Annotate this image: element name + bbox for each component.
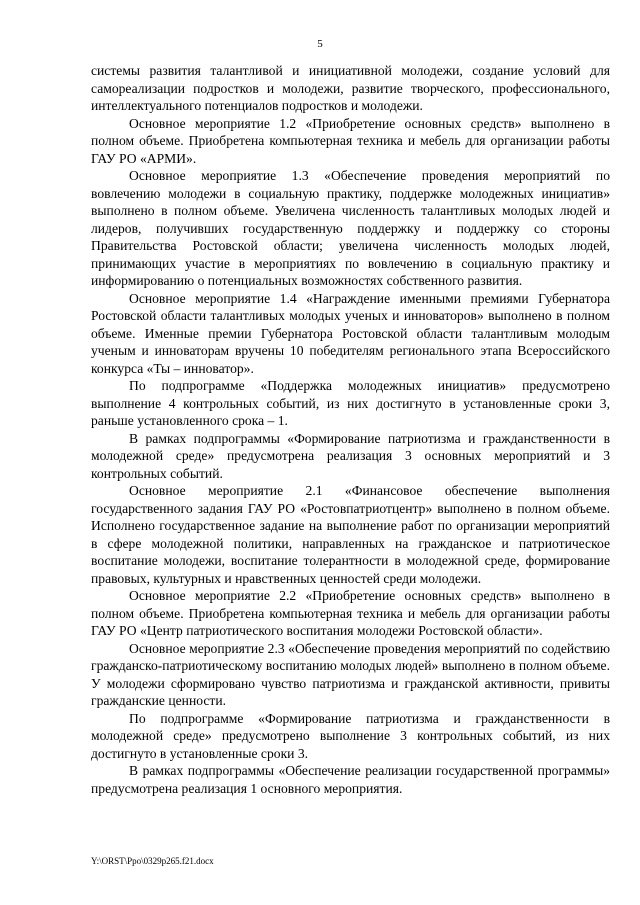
paragraph-subprogram-2-summary: По подпрограмме «Формирование патриотизма и гражданственности в молодежной среде» предусмотрено выполнение 3 контрольных событий, из них достигнуто в установленные сроки 3. xyxy=(91,710,610,761)
paragraph-event-1-3: Основное мероприятие 1.3 «Обеспечение проведения мероприятий по вовлечению молодежи в социальную практику, поддержке молодежных инициатив» выполнено в полном объеме. Увеличена численность талантливых молодых людей и лидеров, получивших государственную поддержку и поддержку со стороны Правительства Ростовской области; увеличена численность молодых людей, принимающих участие в мероприятиях по вовлечению в социальную практику и информированию о потенциальных возможностях собственного развития. xyxy=(91,168,610,288)
paragraph-event-1-2: Основное мероприятие 1.2 «Приобретение основных средств» выполнено в полном объеме. Приобретена компьютерная техника и мебель для организации работы ГАУ РО «АРМИ». xyxy=(91,115,610,166)
document-body xyxy=(91,62,610,797)
paragraph-subprogram-2-intro: В рамках подпрограммы «Формирование патриотизма и гражданственности в молодежной среде» предусмотрена реализация 3 основных мероприятий и 3 контрольных событий. xyxy=(91,430,610,481)
paragraph-event-1-4: Основное мероприятие 1.4 «Награждение именными премиями Губернатора Ростовской области талантливых молодых ученых и инноваторов» выполнено в полном объеме. Именные премии Губернатора Ростовской области талантливым молодым ученым и инноваторам вручены 10 победителям регионального этапа Всероссийского конкурса «Ты – инноватор». xyxy=(91,290,610,376)
paragraph-subprogram-1-summary: По подпрограмме «Поддержка молодежных инициатив» предусмотрено выполнение 4 контрольных событий, из них достигнуто в установленные сроки 3, раньше установленного срока – 1. xyxy=(91,378,610,428)
paragraph-continuation: системы развития талантливой и инициативной молодежи, создание условий для самореализации подростков и молодежи, развитие творческого, профессионального, интеллектуального потенциалов подростков и молодежи. xyxy=(91,63,610,113)
paragraph-subprogram-3-intro: В рамках подпрограммы «Обеспечение реализации государственной программы» предусмотрена реализация 1 основного мероприятия. xyxy=(91,763,610,796)
file-path-footer: Y:\ORST\Ppo\0329p265.f21.docx xyxy=(91,856,214,866)
paragraph-event-2-1: Основное мероприятие 2.1 «Финансовое обеспечение выполнения государственного задания ГАУ РО «Ростовпатриотцентр» выполнено в полном объеме. Исполнено государственное задание на выполнение работ по организации мероприятий в сфере молодежной политики, направленных на гражданское и патриотическое воспитание молодежи, воспитание толерантности в молодежной среде, формирование правовых, культурных и нравственных ценностей среди молодежи. xyxy=(91,483,610,586)
paragraph-event-2-3: Основное мероприятие 2.3 «Обеспечение проведения мероприятий по содействию гражданско-патриотическому воспитанию молодых людей» выполнено в полном объеме. У молодежи сформировано чувство патриотизма и гражданской активности, привиты гражданские ценности. xyxy=(91,640,610,708)
page-number: 5 xyxy=(317,38,323,50)
paragraph-event-2-2: Основное мероприятие 2.2 «Приобретение основных средств» выполнено в полном объеме. Приобретена компьютерная техника и мебель для организации работы ГАУ РО «Центр патриотического воспитания молодежи Ростовской области». xyxy=(91,588,610,638)
